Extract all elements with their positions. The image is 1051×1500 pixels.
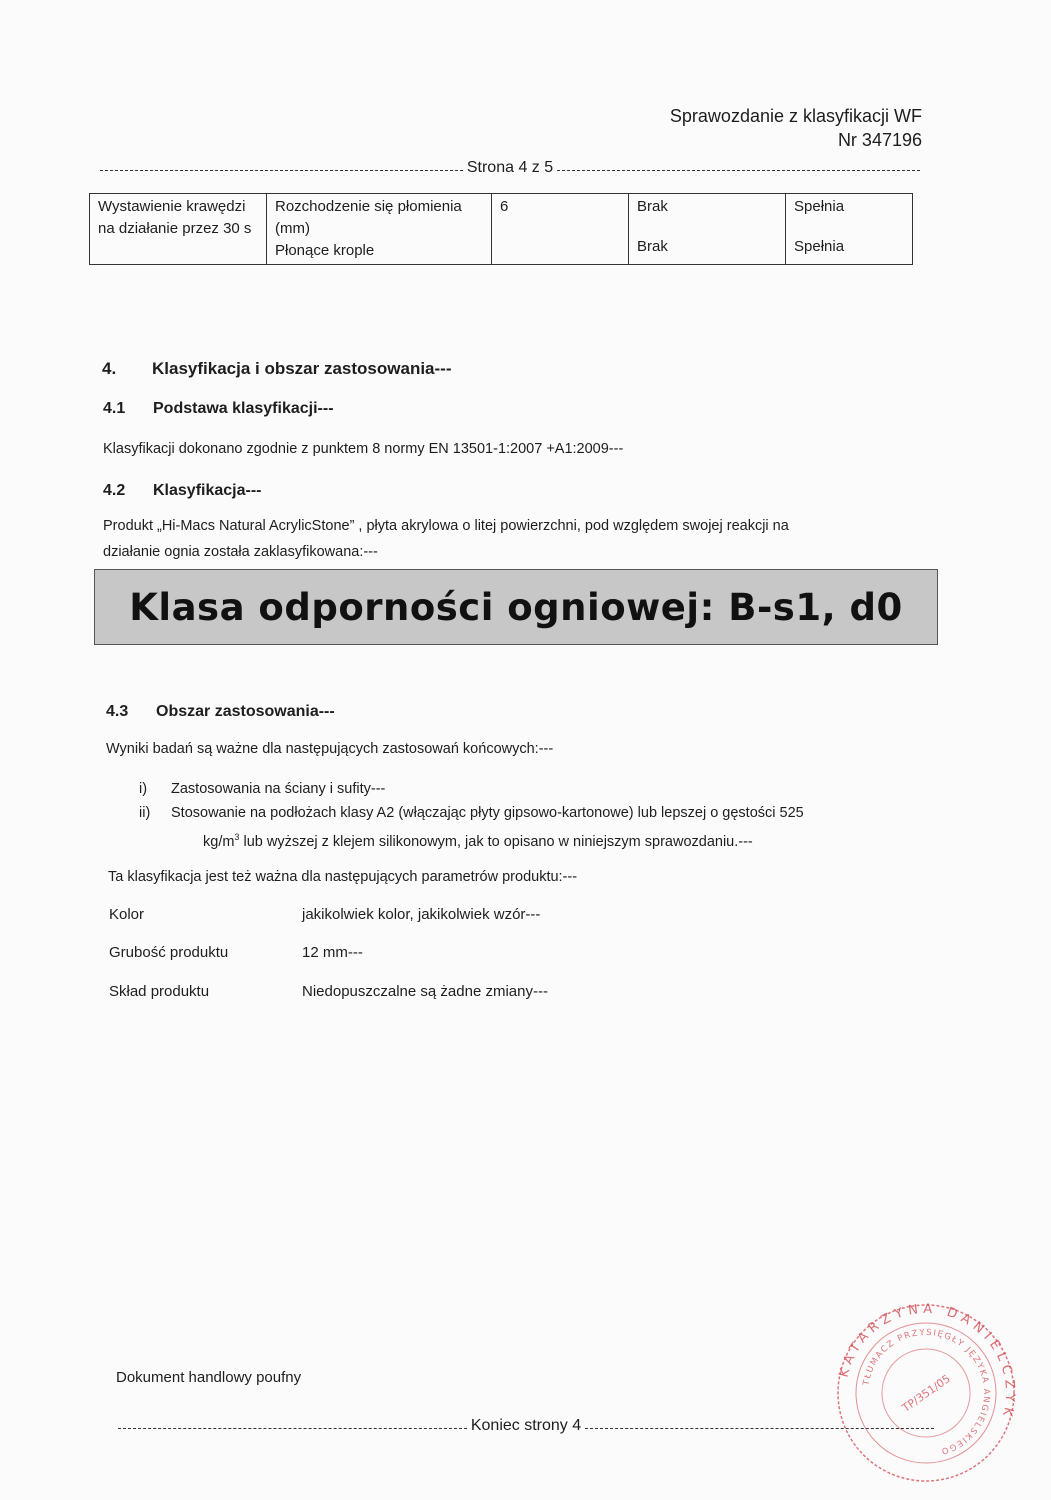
param-row-thickness bbox=[109, 944, 809, 966]
page-label: Strona 4 z 5 bbox=[466, 159, 554, 176]
list-item: i) Zastosowania na ściany i sufity--- bbox=[139, 781, 386, 797]
param-key: Skład produktu bbox=[109, 983, 210, 1000]
param-droplets: Płonące krople bbox=[275, 242, 375, 259]
param-row-color bbox=[109, 906, 809, 928]
section-4-2-heading: 4.2 Klasyfikacja--- bbox=[103, 482, 262, 499]
param-row-composition bbox=[109, 983, 809, 1005]
report-number: Nr 347196 bbox=[837, 130, 922, 150]
param-value: 12 mm--- bbox=[302, 944, 363, 961]
confidential-note: Dokument handlowy poufny bbox=[116, 1369, 302, 1386]
compliance-1: Spełnia bbox=[794, 198, 845, 215]
result-2: Brak bbox=[637, 238, 668, 255]
page-header-separator bbox=[100, 157, 920, 179]
svg-text:TP/351/05: TP/351/05 bbox=[899, 1372, 953, 1415]
result-cell bbox=[629, 194, 786, 265]
param-value: Niedopuszczalne są żadne zmiany--- bbox=[302, 983, 548, 1000]
section-4-3-intro: Wyniki badań są ważne dla następujących zastosowań końcowych:--- bbox=[106, 741, 554, 757]
section-4-1-text: Klasyfikacji dokonano zgodnie z punktem 8 normy EN 13501-1:2007 +A1:2009--- bbox=[103, 441, 624, 457]
end-of-page-label: Koniec strony 4 bbox=[470, 1417, 582, 1434]
param-flame-spread: Rozchodzenie się płomienia (mm) bbox=[275, 198, 462, 237]
table-row bbox=[90, 194, 913, 265]
svg-text:TŁUMACZ PRZYSIĘGŁY JĘZYKA ANGI: TŁUMACZ PRZYSIĘGŁY JĘZYKA ANGIELSKIEGO bbox=[861, 1327, 992, 1457]
param-key: Grubość produktu bbox=[109, 944, 229, 961]
compliance-2: Spełnia bbox=[794, 238, 845, 255]
dash-rule-right bbox=[557, 170, 920, 171]
params-intro: Ta klasyfikacja jest też ważna dla następujących parametrów produktu:--- bbox=[108, 869, 578, 885]
param-value: jakikolwiek kolor, jakikolwiek wzór--- bbox=[302, 906, 541, 923]
dash-rule-left bbox=[100, 170, 463, 171]
page-footer-separator bbox=[118, 1415, 934, 1437]
section-4-3-heading: 4.3 Obszar zastosowania--- bbox=[106, 703, 335, 720]
section-4-heading: 4. Klasyfikacja i obszar zastosowania--- bbox=[102, 359, 452, 378]
classification-banner bbox=[94, 569, 938, 645]
section-4-2-text-line2: działanie ognia została zaklasyfikowana:--- bbox=[103, 544, 378, 560]
value-cell: 6 bbox=[492, 194, 629, 265]
classification-text: Klasa odporności ogniowej: B-s1, d0 bbox=[129, 585, 903, 629]
report-title: Sprawozdanie z klasyfikacji WF bbox=[669, 106, 922, 126]
list-item-continuation: $kg/m^3$ lub wyższej z klejem silikonowym, jak to opisano w niniejszym sprawozdaniu.--- bbox=[203, 832, 753, 850]
section-4-1-heading: 4.1 Podstawa klasyfikacji--- bbox=[103, 400, 334, 417]
param-key: Kolor bbox=[109, 906, 145, 923]
list-item: ii) Stosowanie na podłożach klasy A2 (włączając płyty gipsowo-kartonowe) lub lepszej o gęstości 525 bbox=[139, 805, 804, 821]
section-4-2-text-line1: Produkt „Hi-Macs Natural AcrylicStone” , płyta akrylowa o litej powierzchni, pod względem swojej reakcji na bbox=[103, 518, 789, 534]
dash-rule-left bbox=[118, 1428, 467, 1429]
results-table bbox=[89, 193, 913, 265]
translator-seal bbox=[826, 1303, 1026, 1483]
compliance-cell bbox=[786, 194, 913, 265]
exposure-cell: Wystawienie krawędzi na działanie przez 30 s bbox=[90, 194, 267, 265]
svg-text:KATARZYNA DANIELCZYK: KATARZYNA DANIELCZYK bbox=[836, 1303, 1018, 1423]
params-cell bbox=[267, 194, 492, 265]
result-1: Brak bbox=[637, 198, 668, 215]
